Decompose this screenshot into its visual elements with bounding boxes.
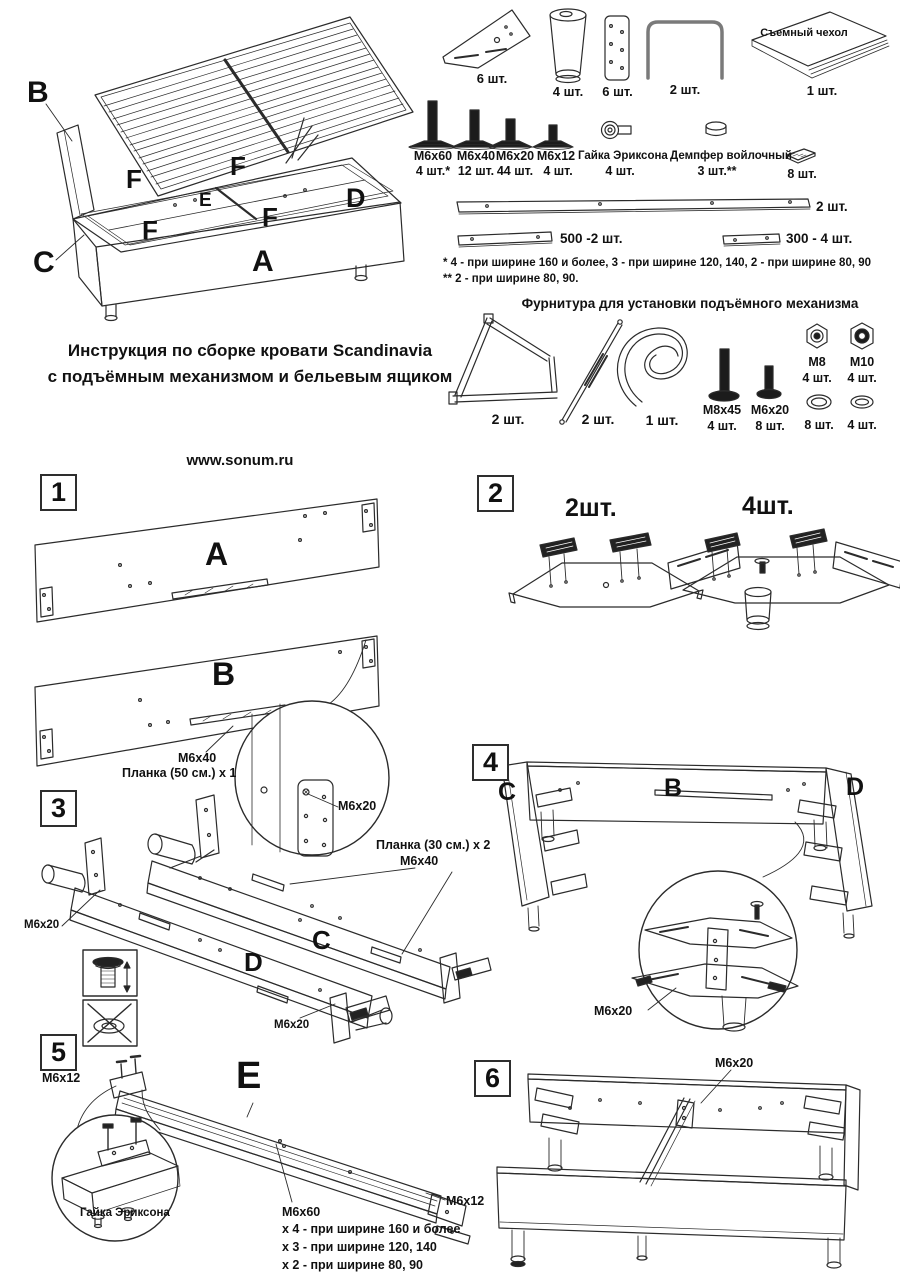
overview-label-f2: F	[230, 151, 246, 181]
overview-label-e: E	[199, 190, 212, 211]
felt-damper-qty: 3 шт.**	[697, 164, 737, 178]
nut-m8-label: М8	[808, 355, 826, 369]
screw-m6x40-icon	[452, 110, 497, 150]
step2-bracket-2x-illustration	[509, 533, 703, 607]
screw-m6x40-label: М6х40	[456, 149, 496, 163]
nut-m8-icon	[807, 324, 827, 348]
bar-300-label: 300 - 4 шт.	[786, 231, 853, 246]
strap-qty: 1 шт.	[645, 412, 679, 428]
bolt-m8x45-icon	[709, 349, 739, 401]
screw-m6x12-qty: 4 шт.	[543, 164, 573, 178]
step3-hw-bottom-label: М6х20	[274, 1019, 310, 1031]
mounting-plate-qty: 6 шт.	[602, 84, 633, 99]
step5-hw-left-label: М6х12	[42, 1071, 81, 1085]
step2-number: 2	[477, 475, 514, 512]
bolt-m6x20-qty: 8 шт.	[755, 419, 785, 433]
u-bracket-qty: 2 шт.	[669, 82, 701, 97]
step2-bracket-4x-illustration	[668, 529, 900, 630]
screw-m6x20-icon	[489, 119, 532, 150]
step3-panel-c-label: C	[312, 925, 331, 955]
felt-damper-label: Демпфер войлочный	[670, 150, 792, 162]
mounting-plate-icon	[605, 16, 629, 80]
mechanism-section-title: Фурнитура для установки подъёмного механизма	[521, 296, 859, 311]
gas-strut-icon	[560, 320, 622, 424]
bar-300-icon	[723, 234, 780, 246]
screw-m6x60-qty: 4 шт.*	[415, 164, 451, 178]
step5-option-3: х 2 - при ширине 80, 90	[282, 1258, 423, 1272]
step3-number: 3	[40, 790, 77, 827]
long-bar-qty: 2 шт.	[816, 199, 848, 214]
nut-m8-qty: 4 шт.	[802, 371, 832, 385]
cover-label: Съемный чехол	[760, 27, 848, 39]
washer-large-icon	[807, 395, 831, 409]
step1-plank-label: Планка (50 см.) х 1	[122, 766, 237, 780]
step1-number: 1	[40, 474, 77, 511]
step5-hw-right-label: М6х12	[446, 1194, 485, 1208]
bolt-m8x45-label: М8х45	[702, 403, 742, 417]
erikson-nut-label: Гайка Эриксона	[578, 150, 668, 162]
screw-m6x12-label: М6х12	[536, 149, 576, 163]
screw-m6x20-qty: 44 шт.	[496, 164, 534, 178]
screw-m6x40-qty: 12 шт.	[457, 164, 495, 178]
step4-number: 4	[472, 744, 509, 781]
footnote-2: ** 2 - при ширине 80, 90.	[443, 273, 579, 285]
step4-panel-b-label: B	[664, 774, 683, 802]
step2-left-qty: 2шт.	[565, 494, 617, 522]
page-title-line1: Инструкция по сборке кровати Scandinavia	[67, 341, 433, 360]
cover-qty: 1 шт.	[806, 83, 838, 98]
bolt-m8x45-qty: 4 шт.	[707, 419, 737, 433]
page-title-line2: с подъёмным механизмом и бельевым ящиком	[47, 367, 453, 386]
footnote-1: * 4 - при ширине 160 и более, 3 - при ширине 120, 140, 2 - при ширине 80, 90	[443, 257, 872, 269]
nut-m10-qty: 4 шт.	[847, 371, 877, 385]
overview-label-b: B	[27, 76, 49, 109]
step3-plank-hw-label: М6х40	[400, 854, 439, 868]
nut-m10-label: М10	[849, 355, 875, 369]
step2-right-qty: 4шт.	[742, 492, 794, 520]
leg-qty: 4 шт.	[552, 84, 584, 99]
step3-panel-d-label: D	[244, 947, 263, 977]
step6-hw-label: М6х20	[715, 1056, 754, 1070]
strap-icon	[617, 328, 687, 406]
overview-label-d: D	[346, 183, 366, 213]
step4-detail-hw-label: М6х20	[594, 1004, 633, 1018]
website-url: www.sonum.ru	[186, 452, 294, 469]
corner-bracket-qty: 6 шт.	[476, 71, 508, 86]
felt-damper-icon	[706, 122, 726, 136]
no-protrusion-icon	[83, 1000, 137, 1046]
step1-detail-circle	[235, 640, 389, 856]
erikson-nut-icon	[602, 122, 632, 139]
bolt-m6x20-label: М6х20	[750, 403, 790, 417]
step5-beam-label: E	[236, 1055, 262, 1097]
felt-pad-qty: 8 шт.	[787, 167, 817, 181]
overview-label-a: A	[252, 245, 274, 278]
erikson-nut-qty: 4 шт.	[605, 164, 635, 178]
nut-m10-icon	[851, 323, 873, 349]
step1-panel-b-label: B	[212, 656, 236, 692]
screw-m6x12-icon	[533, 125, 573, 150]
step5-screw-label: М6х60	[282, 1205, 321, 1219]
step4-panel-c-label: C	[498, 778, 517, 806]
overview-label-f3: F	[142, 215, 158, 245]
overview-label-c: C	[33, 246, 55, 279]
gas-strut-qty: 2 шт.	[581, 411, 615, 427]
overview-label-f4: F	[262, 202, 278, 232]
long-bar-icon	[457, 199, 810, 214]
step6-number: 6	[474, 1060, 511, 1097]
removable-cover-icon	[752, 12, 889, 78]
step3-hw-left-label: М6х20	[24, 919, 60, 931]
corner-bracket-icon	[443, 10, 530, 68]
step5-number: 5	[40, 1034, 77, 1071]
bar-500-icon	[458, 232, 552, 247]
bar-500-label: 500 -2 шт.	[560, 231, 623, 246]
screw-m6x60-icon	[409, 101, 456, 150]
u-bracket-icon	[648, 22, 722, 78]
leg-icon	[550, 9, 586, 83]
step1-panel-a-label: A	[205, 536, 229, 572]
screw-m6x60-label: М6х60	[413, 149, 453, 163]
step5-option-2: х 3 - при ширине 120, 140	[282, 1240, 437, 1254]
washer-large-qty: 8 шт.	[804, 418, 834, 432]
step6-frame-illustration	[497, 1070, 860, 1268]
step5-detail-circle	[52, 1115, 180, 1241]
washer-small-qty: 4 шт.	[847, 418, 877, 432]
step1-hw-label: М6х40	[178, 751, 217, 765]
overview-label-f1: F	[126, 164, 142, 194]
bolt-m6x20-icon	[757, 366, 781, 399]
lift-frame-qty: 2 шт.	[491, 411, 525, 427]
screw-depth-icon	[83, 950, 137, 996]
step5-option-1: х 4 - при ширине 160 и более	[282, 1222, 461, 1236]
washer-small-icon	[851, 396, 873, 408]
step4-detail-circle	[632, 871, 798, 1031]
step3-plank-label: Планка (30 см.) х 2	[376, 838, 491, 852]
screw-m6x20-label: М6х20	[495, 149, 535, 163]
step5-nut-label: Гайка Эриксона	[80, 1207, 170, 1219]
step4-panel-d-label: D	[846, 773, 865, 801]
step1-detail-hw-label: М6х20	[338, 799, 377, 813]
